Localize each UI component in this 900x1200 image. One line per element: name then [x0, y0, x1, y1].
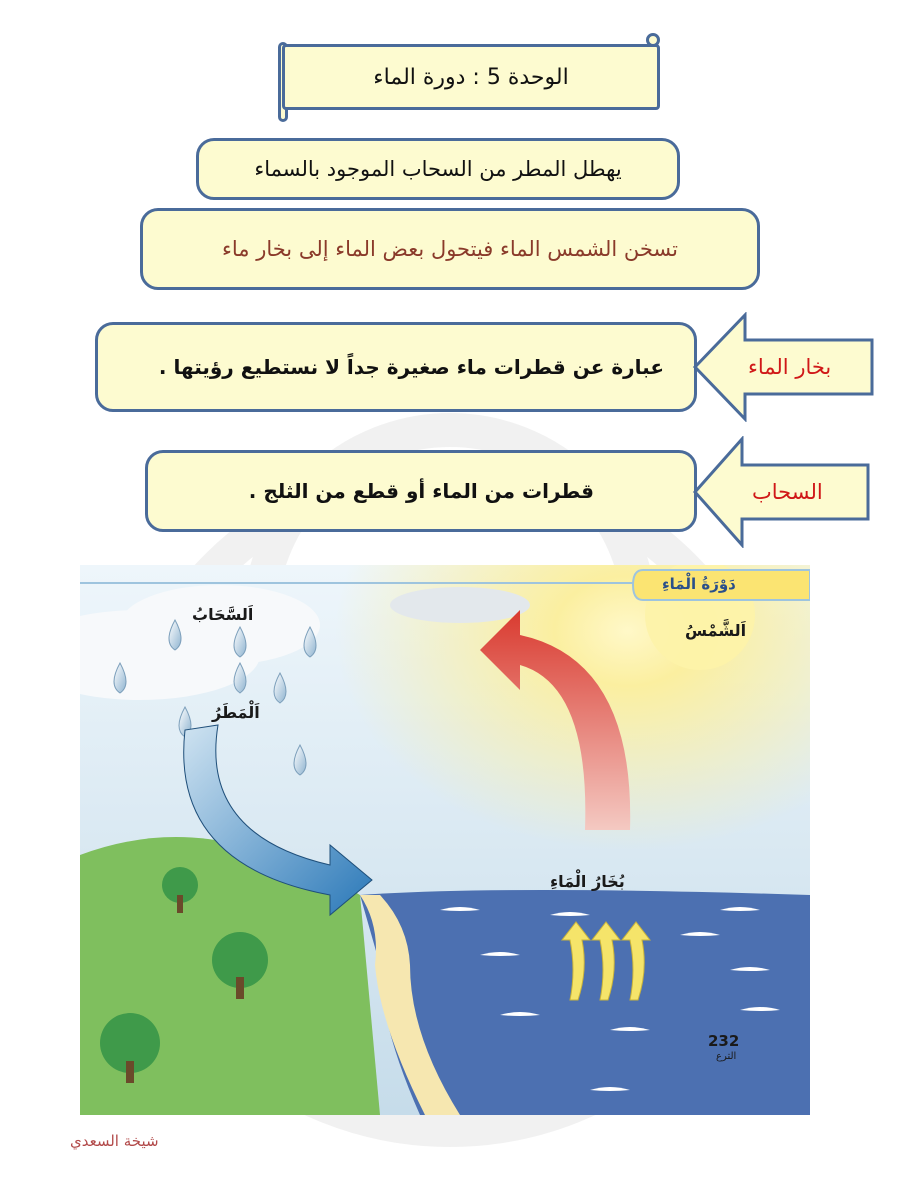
vapor-label: بُخَارُ الْمَاءِ — [550, 872, 625, 891]
definition-box-vapor — [95, 322, 697, 412]
fact-box-evaporation — [140, 208, 760, 290]
page-title-text: الوحدة 5 : دورة الماء — [373, 64, 569, 90]
definition-cloud-text: قطرات من الماء أو قطع من الثلج . — [248, 479, 594, 503]
term-cloud: السحاب — [752, 480, 823, 504]
fact-box-rain — [196, 138, 680, 200]
cloud-label: اَلسَّحَابُ — [192, 605, 254, 624]
rain-label: اَلْمَطَرُ — [212, 703, 260, 722]
author-credit: شيخة السعدي — [70, 1132, 159, 1150]
definition-box-cloud — [145, 450, 697, 532]
fact-evaporation-text: تسخن الشمس الماء فيتحول بعض الماء إلى بخار ماء — [222, 237, 678, 261]
sun-label: اَلشَّمْسُ — [685, 621, 747, 640]
water-cycle-diagram — [80, 565, 810, 1115]
fact-rain-text: يهطل المطر من السحاب الموجود بالسماء — [254, 157, 622, 181]
page-word: الترع — [716, 1051, 737, 1062]
page-title — [282, 44, 660, 110]
diagram-heading: دَوْرَةُ الْمَاءِ — [662, 575, 736, 593]
page-number: 232 — [708, 1032, 740, 1050]
diagram-illustration — [80, 565, 810, 1115]
term-vapor: بخار الماء — [748, 355, 832, 379]
definition-vapor-text: عبارة عن قطرات ماء صغيرة جداً لا نستطيع رؤيتها . — [158, 355, 664, 379]
